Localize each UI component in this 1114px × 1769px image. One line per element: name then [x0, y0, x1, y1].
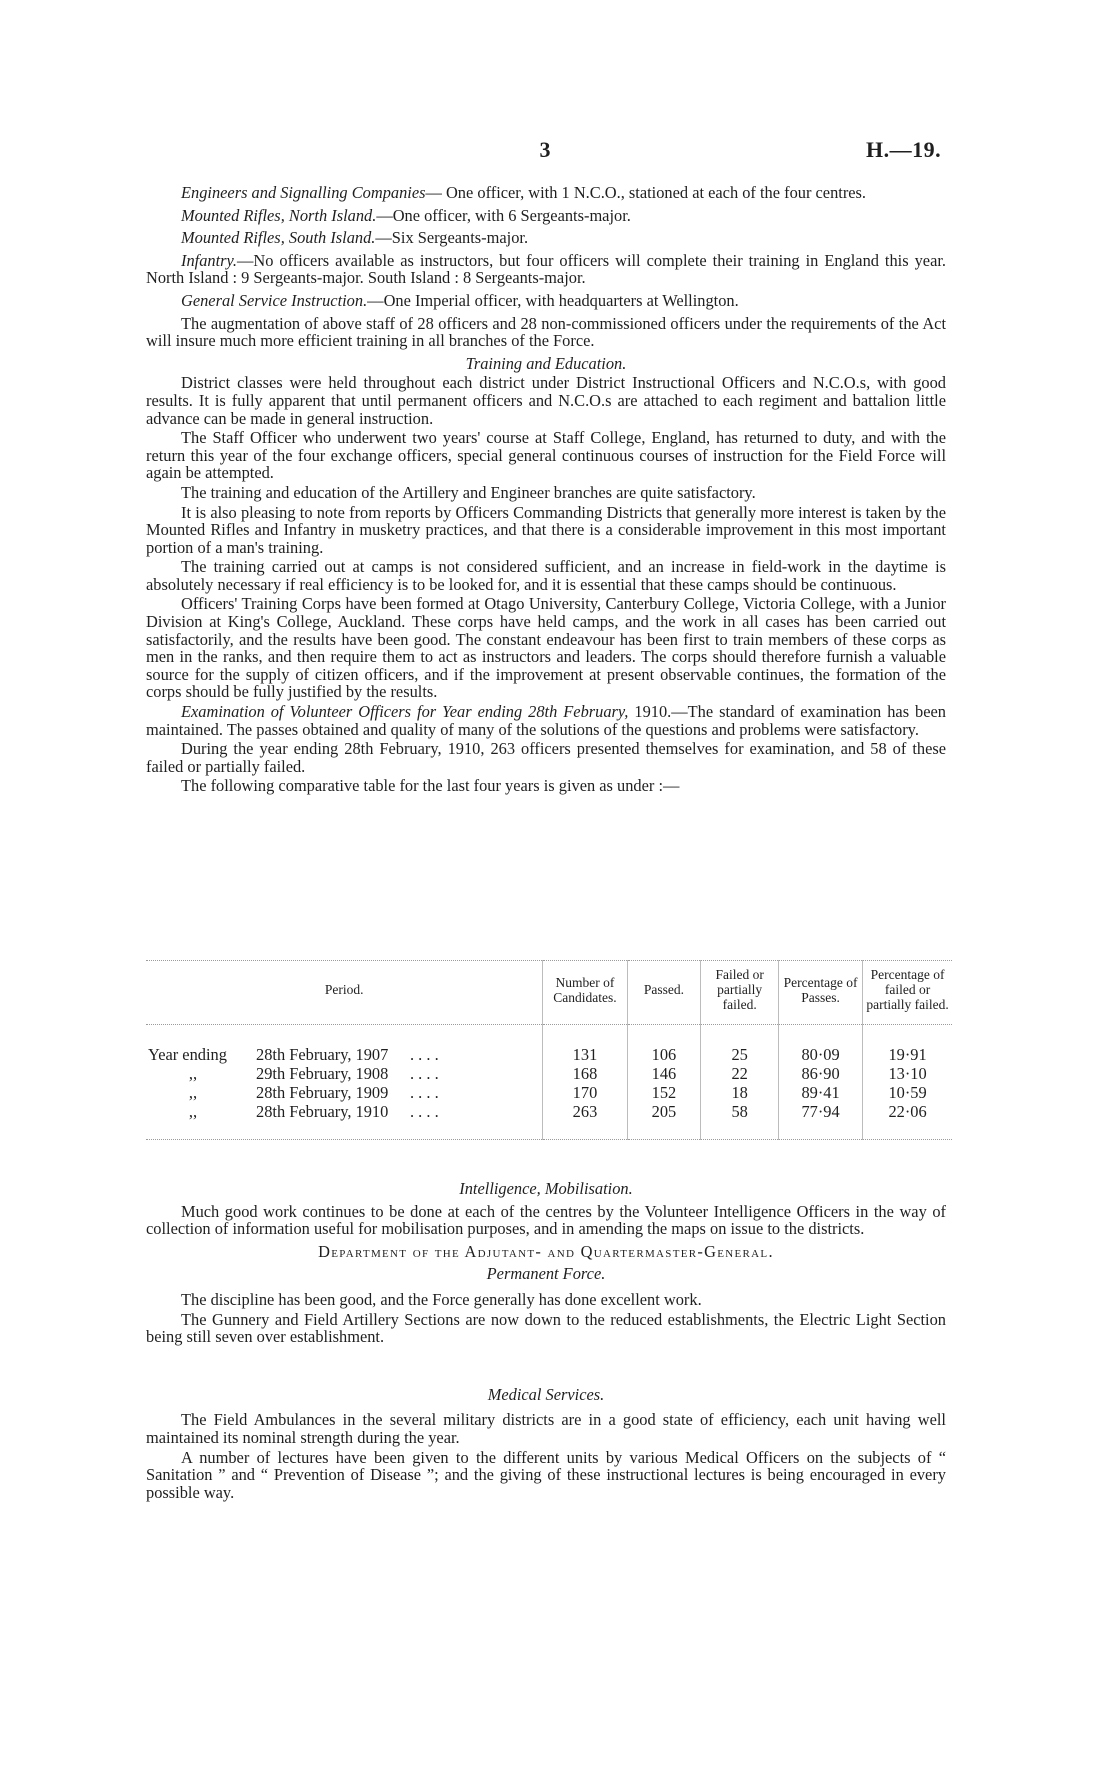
passed-cell: 146: [627, 1064, 701, 1083]
table-header-row: [146, 961, 952, 1025]
examination-text: 1910.—The standard of examination has been maintained. The passes obtained and quality of many of the solutions of the questions and problems were satisfactory.: [146, 702, 946, 739]
intelligence-paragraph: Much good work continues to be done at each of the centres by the Volunteer Intelligence Officers in the way of collection of information useful for mobilisation purposes, and in amending the maps on issue to the districts.: [146, 1201, 946, 1239]
candidates-cell: 170: [543, 1083, 627, 1102]
establishment-text: — One officer, with 1 N.C.O., stationed at each of the four centres.: [425, 183, 867, 202]
header-passed: Passed.: [627, 961, 701, 1025]
passed-cell: 205: [627, 1102, 701, 1140]
table-row: [146, 1083, 952, 1102]
permanent-force-heading: Permanent Force.: [486, 1264, 606, 1284]
failed-cell: 22: [701, 1064, 779, 1083]
failed-cell: 25: [701, 1045, 779, 1064]
pct-passes-cell: 86·90: [779, 1064, 863, 1083]
department-paragraph: The Gunnery and Field Artillery Sections are now down to the reduced establishments, the Electric Light Section being still seven over establishment.: [146, 1309, 946, 1347]
period-cell: [146, 1102, 543, 1140]
table-intro: The following comparative table for the last four years is given as under :—: [181, 776, 680, 796]
leader-dots: . . . .: [409, 1064, 439, 1083]
period-prefix: ,,: [188, 1083, 198, 1102]
period-cell: [146, 1083, 543, 1102]
period-date: 28th February, 1909: [256, 1083, 389, 1102]
training-paragraph: District classes were held throughout each district under District Instructional Officers and N.C.O.s, with good results. It is fully apparent that until permanent officers and N.C.O.s are attached to each regiment and battalion little advance can be made in general instruction.: [146, 373, 946, 428]
establishment-label: Mounted Rifles, South Island.: [181, 228, 376, 248]
training-paragraph: The training carried out at camps is not considered sufficient, and an increase in field-work in the daytime is absolutely necessary if real efficiency is to be looked for, and it is essential that these camps should be continuous.: [146, 557, 946, 594]
department-heading: Department of the Adjutant- and Quartermaster-General.: [318, 1241, 774, 1261]
establishment-label: Infantry.: [181, 250, 237, 270]
header-pct-passes: Percentage of Passes.: [779, 961, 863, 1025]
establishment-infantry: [146, 252, 946, 287]
table-spacer-row: [146, 1025, 952, 1046]
medical-heading: Medical Services.: [487, 1384, 605, 1404]
training-paragraph: Officers' Training Corps have been formed at Otago University, Canterbury College, Victoria College, with a Junior Division at King's College, Auckland. These corps have held camps, and the work in all cases has been carried out satisfactorily, and the results have been good. The constant endeavour has been first to train members of these corps as men in the ranks, and then require them to act as instructors and leaders. The corps should therefore furnish a valuable source for the supply of citizen officers, and if the improvement at present observable continues, the formation of the corps should be fully justified by the results.: [146, 594, 946, 702]
medical-paragraph: The Field Ambulances in the several military districts are in a good state of efficiency, each unit having well maintained its nominal strength during the year.: [146, 1410, 946, 1447]
document-reference: H.—19.: [866, 137, 942, 162]
header-failed: Failed or partially failed.: [701, 961, 779, 1025]
training-paragraph: It is also pleasing to note from reports by Officers Commanding Districts that generally more interest is taken by the Mounted Rifles and Infantry in musketry practices, and that there is a considerable improvement in this most important portion of a man's training.: [146, 502, 946, 557]
establishment-engineers: [146, 184, 946, 202]
augmentation-paragraph: The augmentation of above staff of 28 officers and 28 non-commissioned officers under the requirements of the Act will insure much more efficient training in all branches of the Force.: [146, 313, 946, 351]
training-paragraph: The training and education of the Artillery and Engineer branches are quite satisfactory.: [181, 482, 756, 502]
passed-cell: 106: [627, 1045, 701, 1064]
pct-passes-cell: 80·09: [779, 1045, 863, 1064]
failed-cell: 18: [701, 1083, 779, 1102]
examination-label: Examination of Volunteer Officers for Year ending 28th February,: [181, 702, 629, 722]
page-body-continued: [146, 1180, 946, 1501]
period-date: 29th February, 1908: [256, 1064, 389, 1083]
period-prefix: ,,: [188, 1064, 198, 1083]
header-candidates: Number of Candidates.: [543, 961, 627, 1025]
department-paragraph: The discipline has been good, and the Force generally has done excellent work.: [181, 1289, 702, 1309]
establishment-general-service: [146, 292, 946, 310]
leader-dots: . . . .: [409, 1045, 439, 1064]
pct-failed-cell: 19·91: [863, 1045, 952, 1064]
leader-dots: . . . .: [409, 1083, 439, 1102]
training-paragraph: The Staff Officer who underwent two years' course at Staff College, England, has returned to duty, and with the return this year of the four exchange officers, special general continuous courses of instruction for the Field Force will again be attempted.: [146, 428, 946, 483]
candidates-cell: 131: [543, 1045, 627, 1064]
establishment-label: Mounted Rifles, North Island.: [181, 205, 377, 225]
establishment-text: —One officer, with 6 Sergeants-major.: [376, 205, 631, 225]
period-cell: [146, 1064, 543, 1083]
page-body: [146, 184, 946, 795]
table-row: [146, 1102, 952, 1140]
establishment-mounted-rifles-south: [146, 229, 946, 247]
pct-failed-cell: 10·59: [863, 1083, 952, 1102]
candidates-cell: 263: [543, 1102, 627, 1140]
failed-cell: 58: [701, 1102, 779, 1140]
establishment-text: —No officers available as instructors, but four officers will complete their training in England this year. North Island : 9 Sergeants-major. South Island : 8 Sergeants-major.: [146, 250, 946, 288]
table-row: [146, 1045, 952, 1064]
period-prefix: ,,: [188, 1102, 198, 1121]
establishment-mounted-rifles-north: [146, 207, 946, 225]
pct-passes-cell: 89·41: [779, 1083, 863, 1102]
period-date: 28th February, 1910: [256, 1102, 389, 1121]
page-number: 3: [539, 137, 551, 162]
establishment-label: Engineers and Signalling Companies: [181, 183, 426, 202]
pct-failed-cell: 13·10: [863, 1064, 952, 1083]
header-pct-failed: Percentage of failed or partially failed.: [863, 961, 952, 1025]
passed-cell: 152: [627, 1083, 701, 1102]
pct-passes-cell: 77·94: [779, 1102, 863, 1140]
period-cell: [146, 1045, 543, 1064]
leader-dots: . . . .: [409, 1102, 439, 1121]
examination-results-paragraph: During the year ending 28th February, 1910, 263 officers presented themselves for examination, and 58 of these failed or partially failed.: [146, 739, 946, 776]
period-prefix: Year ending: [148, 1045, 227, 1064]
candidates-cell: 168: [543, 1064, 627, 1083]
examination-paragraph: [146, 703, 946, 738]
establishment-text: —One Imperial officer, with headquarters at Wellington.: [367, 290, 739, 310]
medical-paragraph: A number of lectures have been given to the different units by various Medical Officers on the subjects of “ Sanitation ” and “ Prevention of Disease ”; and the giving of these instructional lectures is being encouraged in every possible way.: [146, 1447, 946, 1502]
examination-results-table: [146, 960, 952, 1140]
header-period: Period.: [146, 961, 543, 1025]
intelligence-heading: Intelligence, Mobilisation.: [459, 1179, 633, 1198]
training-heading: Training and Education.: [465, 353, 627, 373]
establishment-label: General Service Instruction.: [181, 290, 368, 310]
establishment-text: —Six Sergeants-major.: [375, 228, 529, 248]
period-date: 28th February, 1907: [256, 1045, 389, 1064]
pct-failed-cell: 22·06: [863, 1102, 952, 1140]
table-row: [146, 1064, 952, 1083]
